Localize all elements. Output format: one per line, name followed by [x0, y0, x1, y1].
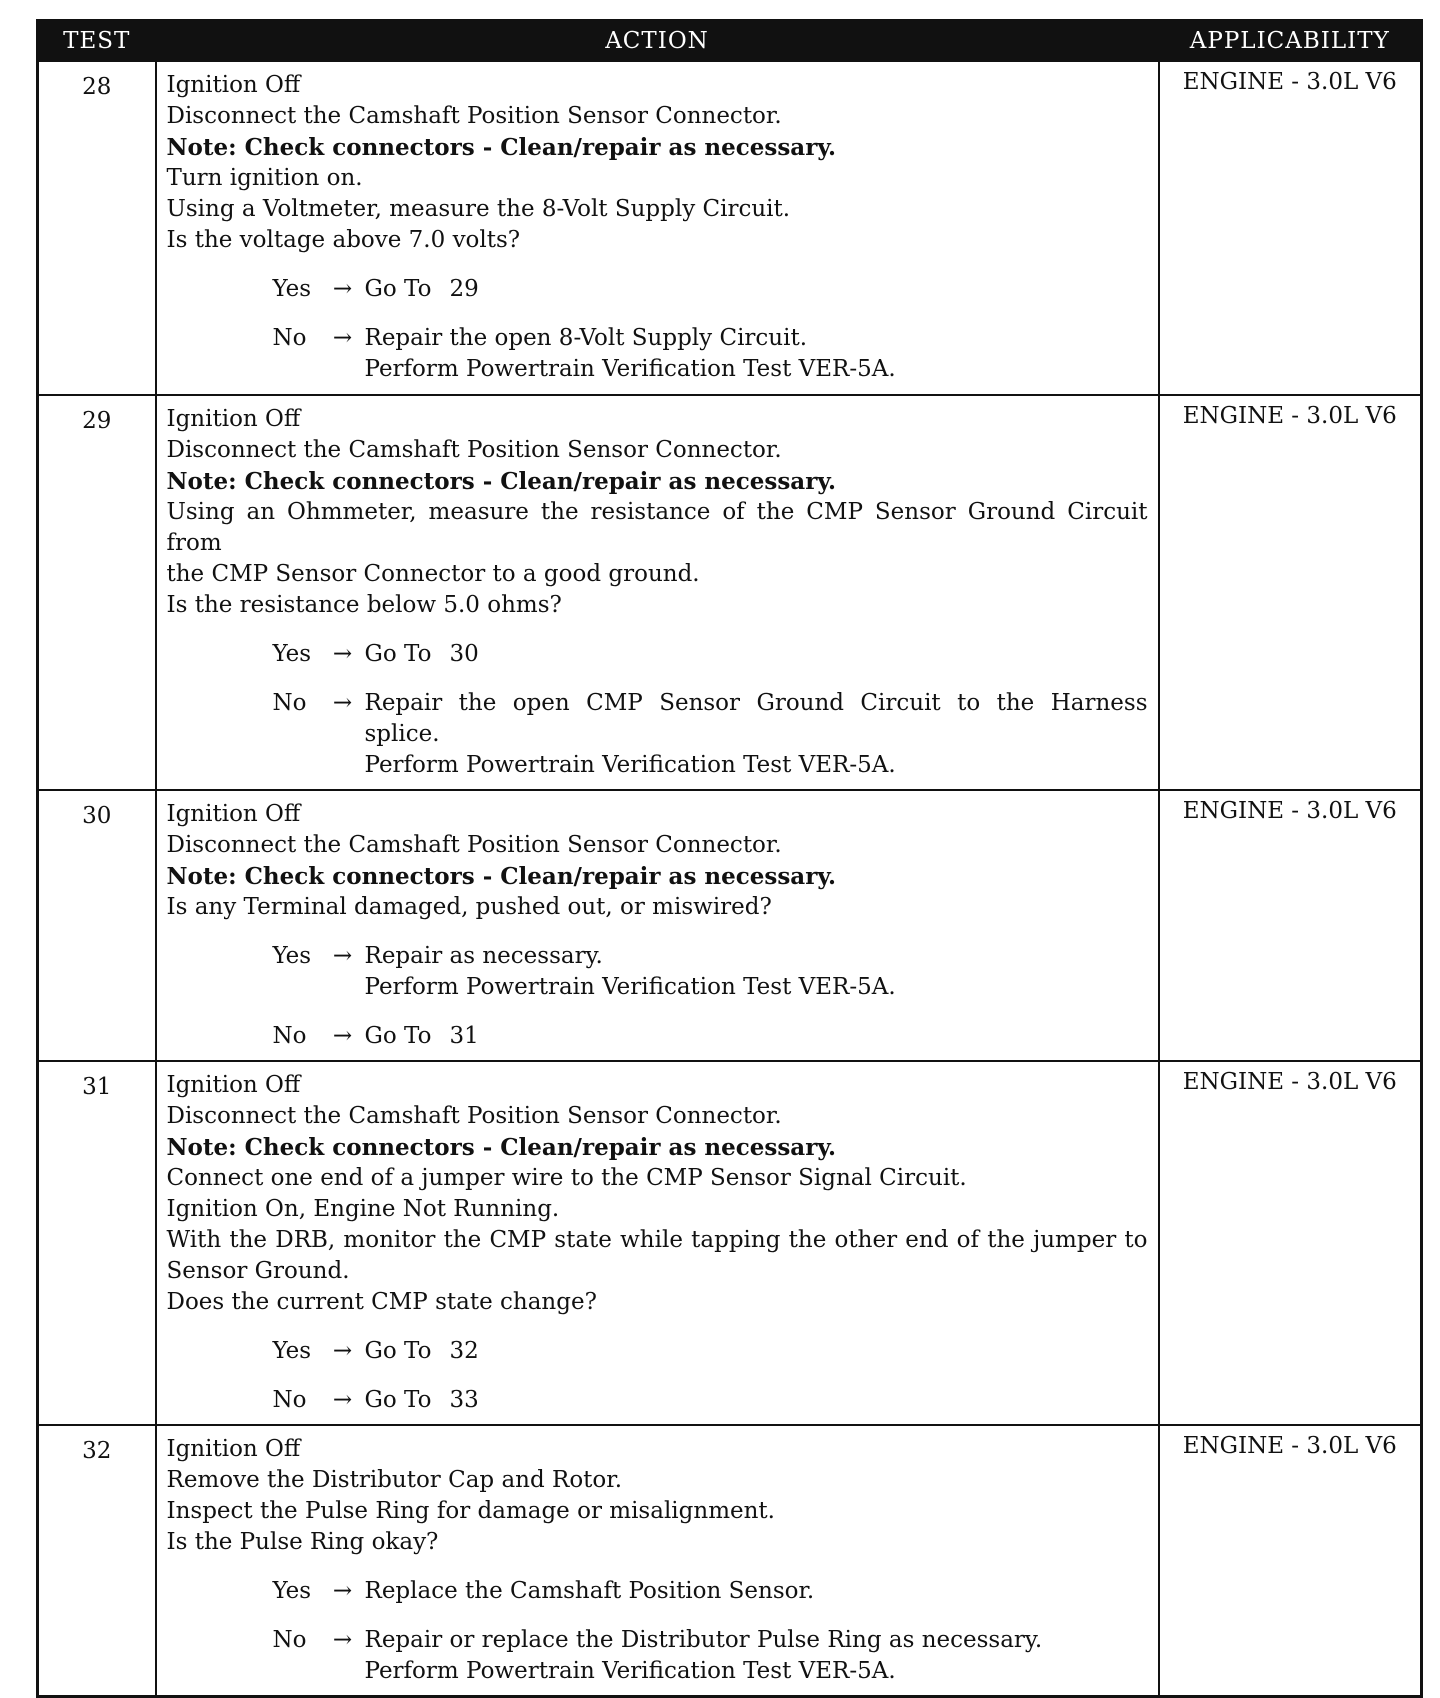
answer-result [365, 1021, 1148, 1052]
goto-label: Go To [364, 641, 432, 667]
header-test: TEST [38, 21, 156, 62]
action-note: Note: Check connectors - Clean/repair as necessary. [166, 863, 837, 890]
answer-result [365, 274, 1148, 305]
choice-yes [273, 941, 1148, 1003]
action-step: Ignition Off [166, 406, 301, 432]
answer-result [365, 688, 1148, 781]
action-step: Disconnect the Camshaft Position Sensor Connector. [166, 103, 782, 129]
choice-yes [273, 1576, 1148, 1607]
applicability: ENGINE - 3.0L V6 [1159, 1061, 1422, 1425]
applicability: ENGINE - 3.0L V6 [1159, 790, 1422, 1061]
test-action [156, 1425, 1159, 1697]
action-step: Disconnect the Camshaft Position Sensor Connector. [166, 1103, 782, 1129]
answer-result [365, 323, 1148, 385]
action-step: Is the resistance below 5.0 ohms? [166, 592, 562, 618]
answer-label: No [272, 325, 307, 351]
action-step: With the DRB, monitor the CMP state while tapping the other end of the jumper to [166, 1227, 1148, 1253]
action-step: the CMP Sensor Connector to a good ground. [166, 561, 700, 587]
action-step: Ignition On, Engine Not Running. [166, 1196, 560, 1222]
choice-no [273, 1021, 1148, 1052]
answer-label: Yes [272, 1578, 312, 1604]
result-line: Perform Powertrain Verification Test VER-5A. [364, 752, 896, 778]
action-note: Note: Check connectors - Clean/repair as necessary. [166, 468, 837, 495]
answer-result [365, 1336, 1148, 1367]
goto-label: Go To [364, 1338, 432, 1364]
header-action: ACTION [156, 21, 1159, 62]
header-row [38, 21, 1422, 62]
test-number: 28 [38, 61, 156, 395]
applicability: ENGINE - 3.0L V6 [1159, 395, 1422, 790]
answer-label: No [272, 1627, 307, 1653]
action-step: Connect one end of a jumper wire to the CMP Sensor Signal Circuit. [166, 1165, 967, 1191]
right-arrow-icon: → [332, 641, 353, 667]
answer-result [365, 1625, 1148, 1687]
table-body [38, 61, 1422, 1697]
action-step: Ignition Off [166, 1072, 301, 1098]
goto-label: Go To [364, 276, 432, 302]
action-step: Using an Ohmmeter, measure the resistance of the CMP Sensor Ground Circuit from [166, 499, 1148, 556]
action-step: Sensor Ground. [166, 1258, 350, 1284]
action-note: Note: Check connectors - Clean/repair as necessary. [166, 1134, 837, 1161]
result-line: Replace the Camshaft Position Sensor. [364, 1578, 815, 1604]
result-line: Repair the open 8-Volt Supply Circuit. [364, 325, 808, 351]
answer-result [365, 941, 1148, 1003]
choice-yes [273, 1336, 1148, 1367]
action-step: Inspect the Pulse Ring for damage or misalignment. [166, 1498, 775, 1524]
right-arrow-icon: → [332, 1023, 353, 1049]
test-row-31 [38, 1061, 1422, 1425]
action-step: Disconnect the Camshaft Position Sensor Connector. [166, 437, 782, 463]
applicability: ENGINE - 3.0L V6 [1159, 61, 1422, 395]
right-arrow-icon: → [332, 690, 353, 716]
action-step: Is the voltage above 7.0 volts? [166, 227, 521, 253]
result-line: Perform Powertrain Verification Test VER-5A. [364, 1658, 896, 1684]
test-row-32 [38, 1425, 1422, 1697]
test-action [156, 790, 1159, 1061]
answer-label: No [272, 1023, 307, 1049]
action-step: Ignition Off [166, 1436, 301, 1462]
choice-no [273, 1385, 1148, 1416]
goto-label: Go To [364, 1387, 432, 1413]
choice-yes [273, 639, 1148, 670]
answer-label: No [272, 1387, 307, 1413]
action-step: Remove the Distributor Cap and Rotor. [166, 1467, 623, 1493]
choice-no [273, 688, 1148, 781]
answer-result [365, 639, 1148, 670]
action-step: Disconnect the Camshaft Position Sensor Connector. [166, 832, 782, 858]
right-arrow-icon: → [332, 1578, 353, 1604]
goto-label: Go To [364, 1023, 432, 1049]
table-header [38, 21, 1422, 62]
answer-label: Yes [272, 641, 312, 667]
result-line: Perform Powertrain Verification Test VER-5A. [364, 974, 896, 1000]
action-step: Using a Voltmeter, measure the 8-Volt Supply Circuit. [166, 196, 791, 222]
action-step: Turn ignition on. [166, 165, 363, 191]
right-arrow-icon: → [332, 1338, 353, 1364]
right-arrow-icon: → [332, 325, 353, 351]
action-step: Ignition Off [166, 72, 301, 98]
goto-test-number: 29 [449, 276, 479, 302]
action-step: Is the Pulse Ring okay? [166, 1529, 439, 1555]
test-number: 31 [38, 1061, 156, 1425]
result-line: Repair the open CMP Sensor Ground Circuit to the Harness [364, 690, 1148, 716]
test-number: 30 [38, 790, 156, 1061]
result-line: Repair or replace the Distributor Pulse Ring as necessary. [364, 1627, 1043, 1653]
test-row-30 [38, 790, 1422, 1061]
answer-result [365, 1385, 1148, 1416]
test-row-29 [38, 395, 1422, 790]
choice-yes [273, 274, 1148, 305]
action-step: Is any Terminal damaged, pushed out, or miswired? [166, 894, 772, 920]
test-row-28 [38, 61, 1422, 395]
action-note: Note: Check connectors - Clean/repair as necessary. [166, 134, 837, 161]
diagnostic-test-table-container [36, 19, 1420, 1698]
answer-label: Yes [272, 1338, 312, 1364]
result-line: Repair as necessary. [364, 943, 603, 969]
result-line: splice. [364, 721, 440, 747]
test-number: 29 [38, 395, 156, 790]
test-action [156, 1061, 1159, 1425]
test-number: 32 [38, 1425, 156, 1697]
answer-label: Yes [272, 943, 312, 969]
applicability: ENGINE - 3.0L V6 [1159, 1425, 1422, 1697]
choice-no [273, 1625, 1148, 1687]
choice-no [273, 323, 1148, 385]
answer-result [365, 1576, 1148, 1607]
test-action [156, 61, 1159, 395]
result-line: Perform Powertrain Verification Test VER-5A. [364, 356, 896, 382]
right-arrow-icon: → [332, 943, 353, 969]
goto-test-number: 30 [449, 641, 479, 667]
answer-label: No [272, 690, 307, 716]
answer-label: Yes [272, 276, 312, 302]
action-step: Does the current CMP state change? [166, 1289, 597, 1315]
diagnostic-test-table [36, 19, 1423, 1698]
right-arrow-icon: → [332, 276, 353, 302]
goto-test-number: 31 [449, 1023, 479, 1049]
right-arrow-icon: → [332, 1387, 353, 1413]
header-applicability: APPLICABILITY [1159, 21, 1422, 62]
goto-test-number: 33 [449, 1387, 479, 1413]
action-step: Ignition Off [166, 801, 301, 827]
test-action [156, 395, 1159, 790]
goto-test-number: 32 [449, 1338, 479, 1364]
right-arrow-icon: → [332, 1627, 353, 1653]
